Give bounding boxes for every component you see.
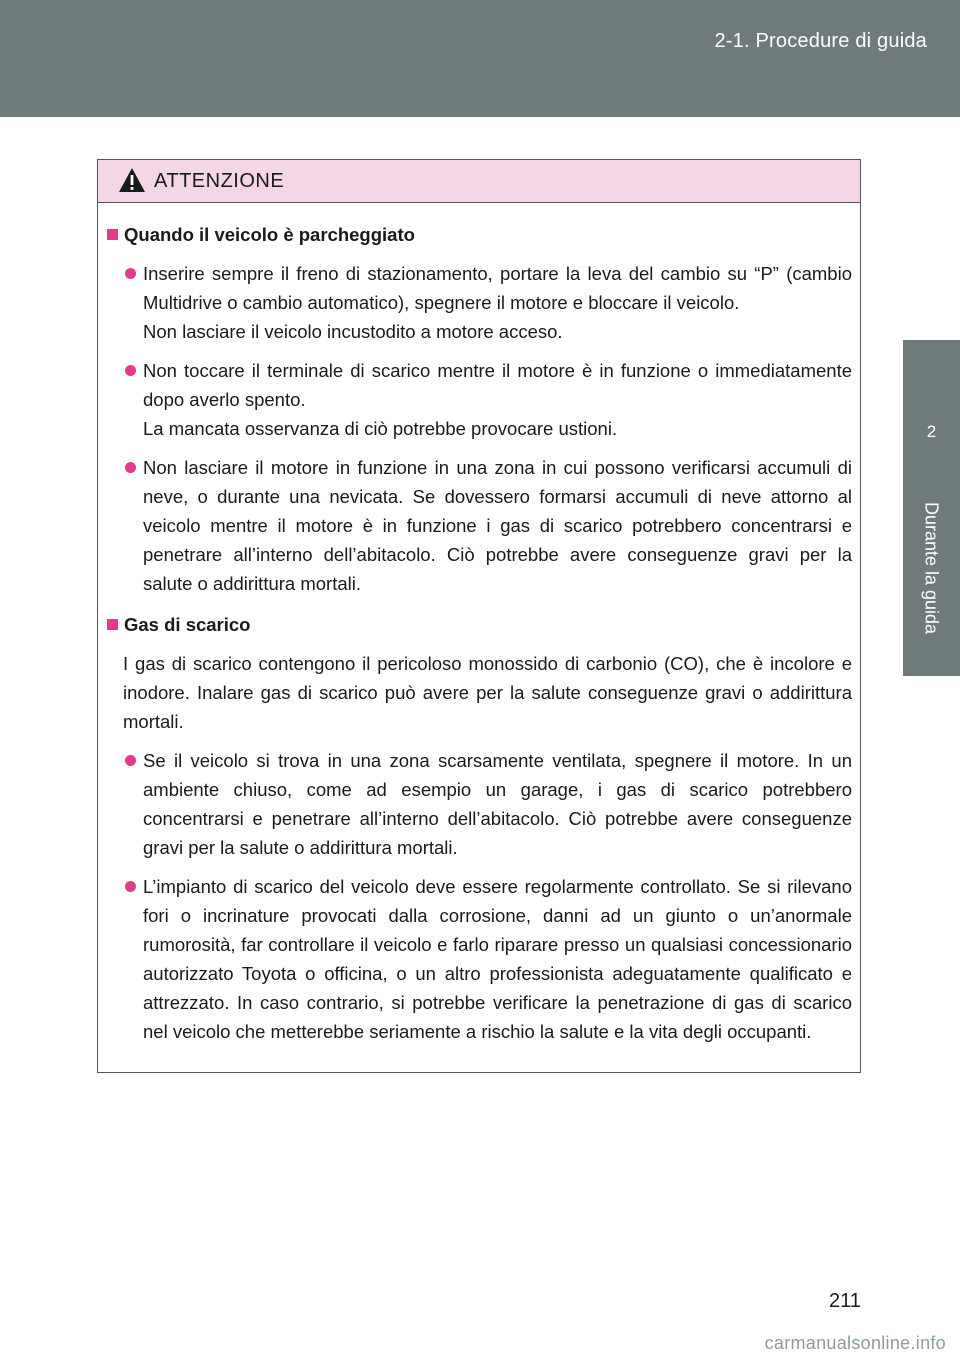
section-intro: I gas di scarico contengono il pericoloso monossido di carbonio (CO), che è incolore e inodore. Inalare gas di scarico può avere per la salute conseguenze gravi o addirittura mortali. [123, 653, 852, 732]
section-heading-exhaust: Gas di scarico [107, 610, 852, 639]
side-tab [903, 117, 960, 1362]
bullet-note: La mancata osservanza di ciò potrebbe provocare ustioni. [143, 418, 618, 439]
header-band [0, 0, 960, 117]
bullet-dot-icon [125, 462, 136, 473]
bullet-dot-icon [125, 881, 136, 892]
warning-box [97, 159, 861, 1073]
list-item [107, 356, 852, 443]
bullet-dot-icon [125, 365, 136, 376]
bullet-text: Non toccare il terminale di scarico mentre il motore è in funzione o immediatamente dopo averlo spento. [143, 360, 852, 410]
section-heading-parked: Quando il veicolo è parcheggiato [107, 220, 852, 249]
bullet-dot-icon [125, 268, 136, 279]
chapter-number: 2 [926, 422, 937, 441]
warning-triangle-icon [118, 167, 146, 193]
bullet-note: Non lasciare il veicolo incustodito a motore acceso. [143, 321, 563, 342]
warning-content [98, 203, 860, 1046]
bullet-text: Non lasciare il motore in funzione in una zona in cui possono verificarsi accumuli di neve, o durante una nevicata. Se dovessero formarsi accumuli di neve attorno al veicolo mentre il motore è in funzione i gas di scarico potrebbero concentrarsi e penetrare all’interno dell’abitacolo. Ciò potrebbe avere conseguenze gravi per la salute o addirittura mortali. [143, 457, 852, 594]
list-item [107, 746, 852, 862]
list-item [107, 872, 852, 1046]
bullet-dot-icon [125, 755, 136, 766]
watermark: carmanualsonline.info [764, 1333, 946, 1353]
chapter-title: Durante la guida [921, 501, 942, 635]
page-number: 211 [829, 1290, 861, 1312]
warning-header [98, 160, 860, 203]
bullet-text: L’impianto di scarico del veicolo deve essere regolarmente controllato. Se si rilevano fori o incrinature provocati dalla corrosione, danni ad un giunto o un’anormale rumorosità, far controllare il veicolo e farlo riparare presso un qualsiasi concessionario autorizzato Toyota o officina, o un altro professionista adeguatamente qualificato e attrezzato. In caso contrario, si potrebbe verificare la penetrazione di gas di scarico nel veicolo che metterebbe seriamente a rischio la salute e la vita degli occupanti. [143, 876, 852, 1042]
square-bullet-icon [107, 229, 118, 240]
list-item [107, 453, 852, 598]
section-title: 2-1. Procedure di guida [714, 30, 927, 52]
list-item [107, 259, 852, 346]
bullet-text: Se il veicolo si trova in una zona scarsamente ventilata, spegnere il motore. In un ambiente chiuso, come ad esempio un garage, i gas di scarico potrebbero concentrarsi e penetrare all’interno dell’abitacolo. Ciò potrebbe avere conseguenze gravi per la salute o addirittura mortali. [143, 750, 852, 858]
square-bullet-icon [107, 619, 118, 630]
warning-title: ATTENZIONE [154, 169, 285, 192]
bullet-text: Inserire sempre il freno di stazionamento, portare la leva del cambio su “P” (cambio Multidrive o cambio automatico), spegnere il motore e bloccare il veicolo. [143, 263, 852, 313]
